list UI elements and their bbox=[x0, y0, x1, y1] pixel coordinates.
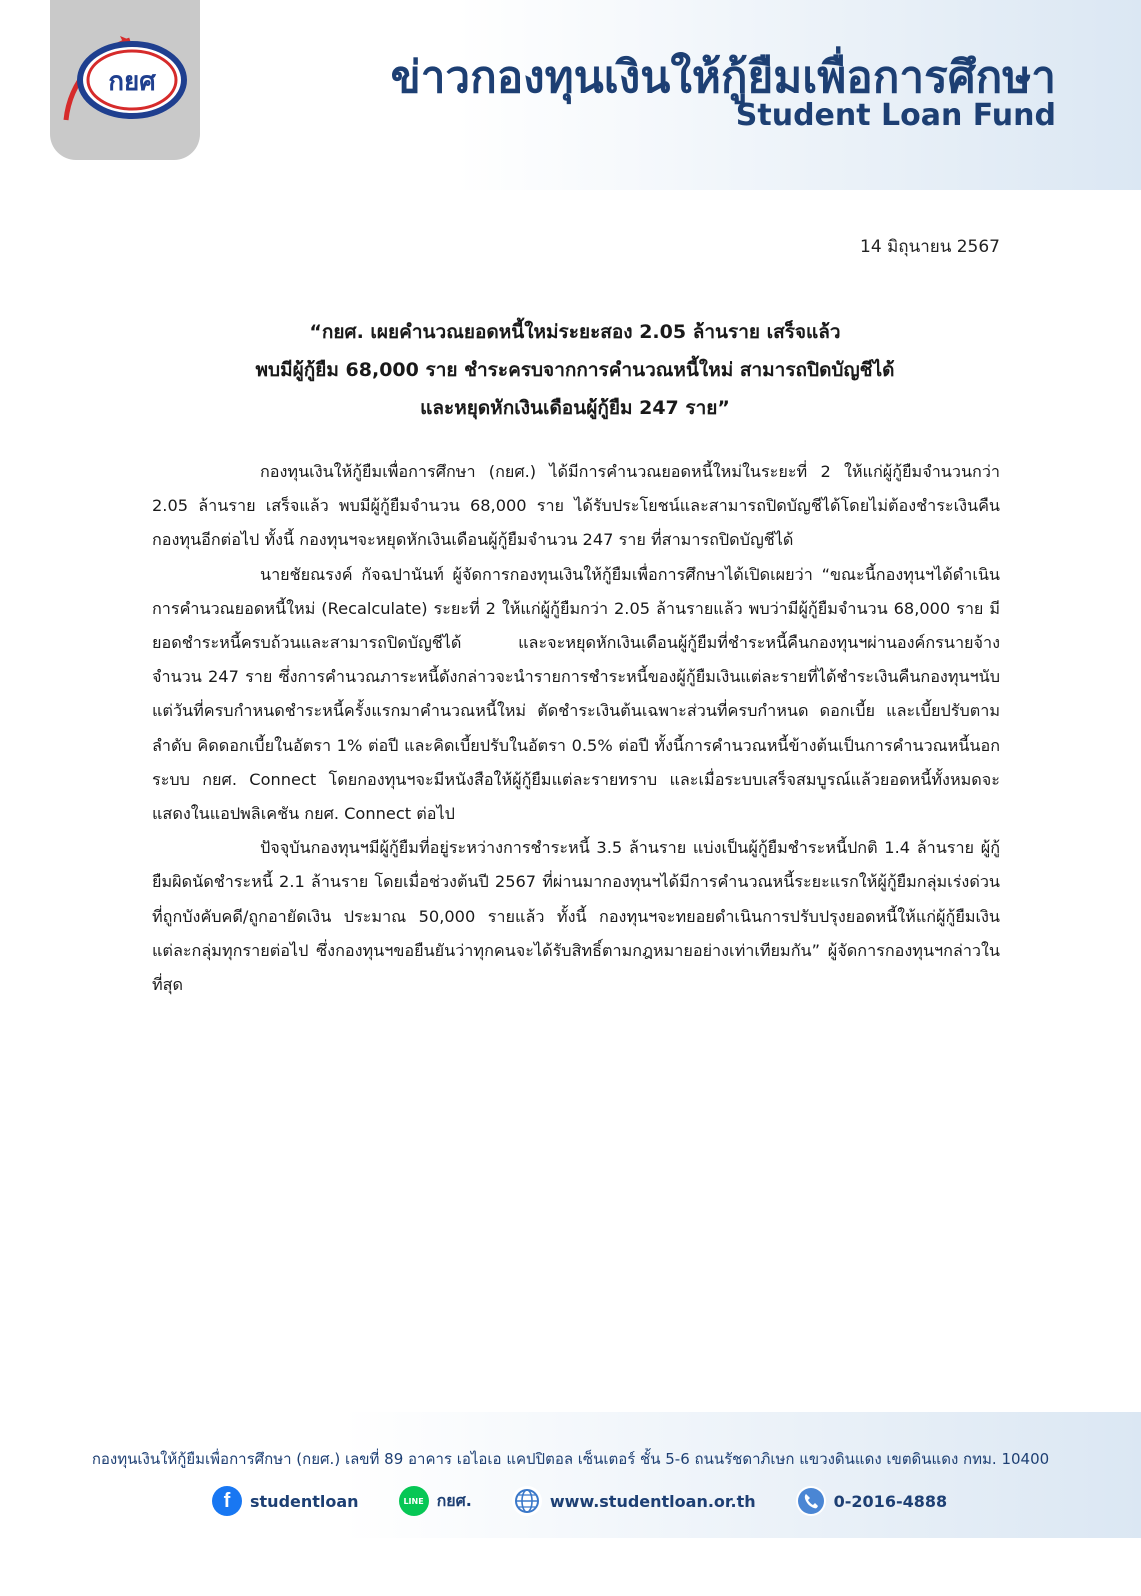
phone-icon bbox=[796, 1486, 826, 1516]
article-paragraph: ปัจจุบันกองทุนฯมีผู้กู้ยืมที่อยู่ระหว่างการชำระหนี้ 3.5 ล้านราย แบ่งเป็นผู้กู้ยืมชำระหนี้ปกติ 1.4 ล้านราย ผู้กู้ยืมผิดนัดชำระหนี้ 2.1 ล้านราย โดยเมื่อช่วงต้นปี 2567 ที่ผ่านมากองทุนฯได้มีการคำนวณหนี้ระยะแรกให้ผู้กู้ยืมกลุ่มเร่งด่วนที่ถูกบังคับคดี/ถูกอายัดเงิน ประมาณ 50,000 รายแล้ว ทั้งนี้ กองทุนฯจะทยอยดำเนินการปรับปรุงยอดหนี้ให้แก่ผู้กู้ยืมเงินแต่ละกลุ่มทุกรายต่อไป ซึ่งกองทุนฯขอยืนยันว่าทุกคนจะได้รับสิทธิ์ตามกฎหมายอย่างเท่าเทียมกัน” ผู้จัดการกองทุนฯกล่าวในที่สุด bbox=[152, 838, 1000, 995]
article-paragraph: นายชัยณรงค์ กัจฉปานันท์ ผู้จัดการกองทุนเงินให้กู้ยืมเพื่อการศึกษาได้เปิดเผยว่า “ขณะนี้กองทุนฯได้ดำเนินการคำนวณยอดหนี้ใหม่ (Recalculate) ระยะที่ 2 ให้แก่ผู้กู้ยืมกว่า 2.05 ล้านรายแล้ว พบว่ามีผู้กู้ยืมจำนวน 68,000 ราย มียอดชำระหนี้ครบถ้วนและสามารถปิดบัญชีได้ และจะหยุดหักเงินเดือนผู้กู้ยืมที่ชำระหนี้คืนกองทุนฯผ่านองค์กรนายจ้าง จำนวน 247 ราย ซึ่งการคำนวณภาระหนี้ดังกล่าวจะนำรายการชำระหนี้ของผู้กู้ยืมเงินแต่ละรายที่ได้ชำระเงินคืนกองทุนฯนับแต่วันที่ครบกำหนดชำระหนี้ครั้งแรกมาคำนวณหนี้ใหม่ ตัดชำระเงินต้นเฉพาะส่วนที่ครบกำหนด ดอกเบี้ย และเบี้ยปรับตามลำดับ คิดดอกเบี้ยในอัตรา 1% ต่อปี และคิดเบี้ยปรับในอัตรา 0.5% ต่อปี ทั้งนี้การคำนวณหนี้ข้างต้นเป็นการคำนวณหนี้นอกระบบ กยศ. Connect โดยกองทุนฯจะมีหนังสือให้ผู้กู้ยืมแต่ละรายทราบ และเมื่อระบบเสร็จสมบูรณ์แล้วยอดหนี้ทั้งหมดจะแสดงในแอปพลิเคชัน กยศ. Connect ต่อไป bbox=[152, 564, 1000, 824]
logo bbox=[50, 0, 200, 160]
news-date: 14 มิถุนายน 2567 bbox=[860, 237, 1000, 257]
footer-banner bbox=[0, 1412, 1141, 1538]
headline-line: และหยุดหักเงินเดือนผู้กู้ยืม 247 ราย” bbox=[420, 397, 730, 419]
headline-line: พบมีผู้กู้ยืม 68,000 ราย ชำระครบจากการคำนวณหนี้ใหม่ สามารถปิดบัญชีได้ bbox=[255, 359, 895, 381]
facebook-icon: f bbox=[212, 1486, 242, 1516]
facebook-label: studentloan bbox=[250, 1491, 359, 1511]
footer-address: กองทุนเงินให้กู้ยืมเพื่อการศึกษา (กยศ.) เลขที่ 89 อาคาร เอไอเอ แคปปิตอล เซ็นเตอร์ ชั้น 5-6 ถนนรัชดาภิเษก แขวงดินแดง เขตดินแดง กทม. 10400 bbox=[91, 1450, 1050, 1468]
globe-icon bbox=[512, 1486, 542, 1516]
footer-contacts bbox=[212, 1485, 947, 1517]
header-title-english: Student Loan Fund bbox=[735, 98, 1056, 133]
website-link[interactable] bbox=[512, 1486, 756, 1516]
line-label: กยศ. bbox=[436, 1490, 472, 1510]
phone-link[interactable] bbox=[796, 1486, 947, 1516]
headline bbox=[150, 313, 1000, 427]
facebook-link[interactable] bbox=[212, 1486, 359, 1516]
svg-text:กยศ: กยศ bbox=[108, 67, 156, 97]
logo-icon bbox=[60, 30, 190, 130]
headline-line: “กยศ. เผยคำนวณยอดหนี้ใหม่ระยะสอง 2.05 ล้านราย เสร็จแล้ว bbox=[309, 321, 841, 343]
header-title-thai: ข่าวกองทุนเงินให้กู้ยืมเพื่อการศึกษา bbox=[390, 52, 1056, 103]
article-body bbox=[152, 455, 1000, 1002]
phone-label: 0-2016-4888 bbox=[833, 1491, 948, 1511]
article-paragraph: กองทุนเงินให้กู้ยืมเพื่อการศึกษา (กยศ.) ได้มีการคำนวณยอดหนี้ใหม่ในระยะที่ 2 ให้แก่ผู้กู้ยืมจำนวนกว่า 2.05 ล้านราย เสร็จแล้ว พบมีผู้กู้ยืมจำนวน 68,000 ราย ได้รับประโยชน์และสามารถปิดบัญชีได้โดยไม่ต้องชำระเงินคืนกองทุนอีกต่อไป ทั้งนี้ กองทุนฯจะหยุดหักเงินเดือนผู้กู้ยืมจำนวน 247 ราย ที่สามารถปิดบัญชีได้ bbox=[152, 462, 1000, 550]
line-icon: LINE bbox=[399, 1486, 429, 1516]
line-link[interactable] bbox=[399, 1486, 472, 1516]
website-label: www.studentloan.or.th bbox=[549, 1491, 756, 1511]
